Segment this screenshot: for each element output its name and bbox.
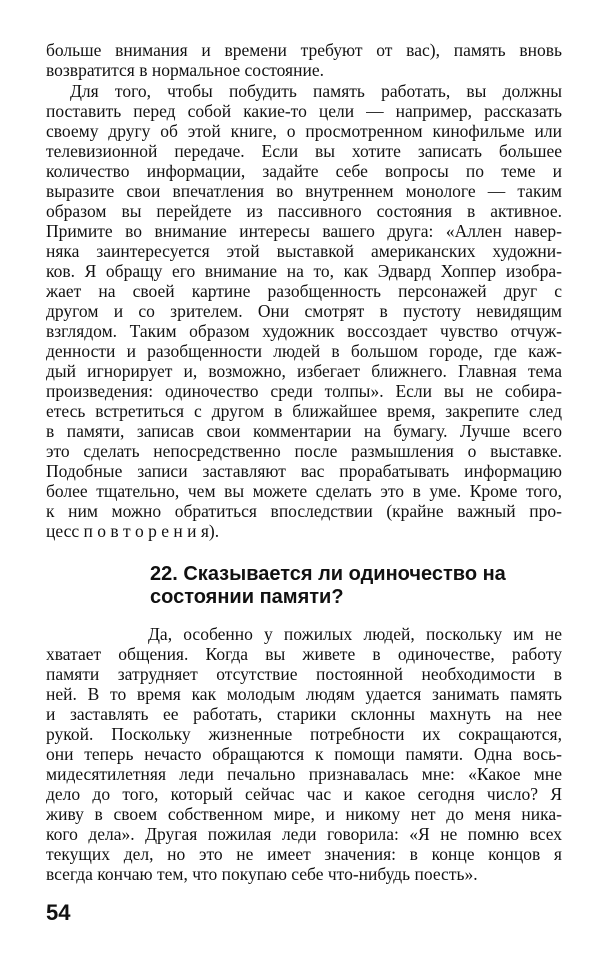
text-line: денности и разобщенности людей в большом городе, где каж- — [46, 341, 562, 361]
text-line: хватает общения. Когда вы живете в одиночестве, работу — [46, 644, 562, 664]
text-line: поставить перед собой какие-то цели — например, рассказать — [46, 101, 562, 121]
text-line: другом и со зрителем. Они смотрят в пустоту невидящим — [46, 301, 562, 321]
text-line: ков. Я обращу его внимание на то, как Эдвард Хоппер изобра- — [46, 261, 562, 281]
text-line: памяти затрудняет отсутствие постоянной необходимости в — [46, 664, 562, 684]
text-line: взглядом. Таким образом художник воссоздает чувство отчуж- — [46, 321, 562, 341]
text-line: дело до того, который сейчас час и какое сегодня число? Я — [46, 784, 562, 804]
text-line: дый игнорирует и, возможно, избегает ближнего. Главная тема — [46, 361, 562, 381]
heading-line: состоянии памяти? — [150, 586, 344, 608]
text-line: жает на своей картине разобщенность персонажей друг с — [46, 281, 562, 301]
text-line: няка заинтересуется этой выставкой американских художни- — [46, 241, 562, 261]
text-line: телевизионной передаче. Если вы хотите записать большее — [46, 141, 562, 161]
text-line: рукой. Поскольку жизненные потребности их сокращаются, — [46, 724, 562, 744]
text-line: живу в своем собственном мире, и никому нет до меня ника- — [46, 804, 562, 824]
text-line: и заставлять ее работать, старики склонны махнуть на нее — [46, 704, 562, 724]
text-line: етесь встретиться с другом в ближайшее время, закрепите след — [46, 401, 562, 421]
text-line: выразите свои впечатления во внутреннем монологе — таким — [46, 181, 562, 201]
text-line: своему другу об этой книге, о просмотренном кинофильме или — [46, 121, 562, 141]
text-line: ней. В то время как молодым людям удается занимать память — [46, 684, 562, 704]
text-line: это сделать непосредственно после размышления о выставке. — [46, 441, 562, 461]
text-line: цесс п о в т о р е н и я). — [46, 521, 220, 541]
text-line: всегда кончаю тем, что покупаю себе что-нибудь поесть». — [46, 864, 478, 884]
text-line: Подобные записи заставляют вас прорабатывать информацию — [46, 461, 562, 481]
text-line: к ним можно обратиться впоследствии (крайне важный про- — [46, 501, 562, 521]
text-line: больше внимания и времени требуют от вас), память вновь — [46, 40, 562, 60]
text-line: образом вы перейдете из пассивного состояния в активное. — [46, 201, 562, 221]
text-line: Да, особенно у пожилых людей, поскольку им не — [148, 624, 562, 644]
text-line: произведения: одиночество среди толпы». Если вы не собира- — [46, 381, 562, 401]
text-line: они теперь нечасто обращаются к помощи памяти. Одна вось- — [46, 744, 562, 764]
text-line: мидесятилетняя леди печально признавалась мне: «Какое мне — [46, 764, 562, 784]
text-line: возвратится в нормальное состояние. — [46, 60, 324, 80]
heading-line: 22. Сказывается ли одиночество на — [150, 563, 506, 585]
text-line: Для того, чтобы побудить память работать, вы должны — [70, 81, 562, 101]
text-line: более тщательно, чем вы можете сделать это в уме. Кроме того, — [46, 481, 562, 501]
text-line: Примите во внимание интересы вашего друга: «Аллен навер- — [46, 221, 562, 241]
page-number: 54 — [46, 900, 71, 925]
text-line: количество информации, задайте себе вопросы по теме и — [46, 161, 562, 181]
text-line: кого дела». Другая пожилая леди говорила: «Я не помню всех — [46, 824, 562, 844]
text-line: текущих дел, но это не имеет значения: в конце концов я — [46, 844, 562, 864]
text-line: в памяти, записав свои комментарии на бумагу. Лучше всего — [46, 421, 562, 441]
